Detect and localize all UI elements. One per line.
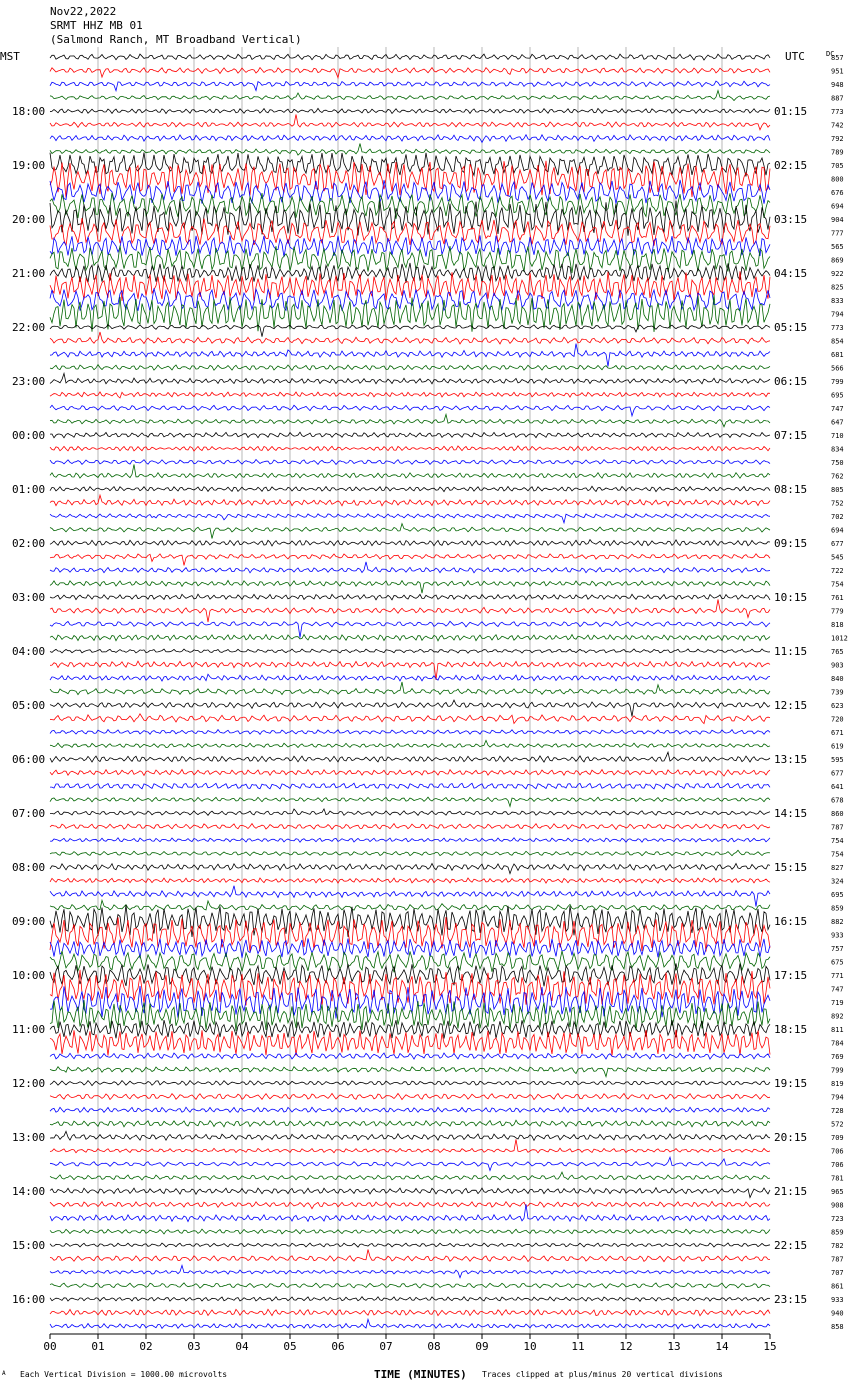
trace-28 [50,432,770,438]
trace-75 [50,1067,770,1077]
dc-offset-label: 903 [831,661,844,670]
trace-92 [50,1297,770,1302]
dc-offset-label: 833 [831,297,844,305]
trace-14 [50,235,770,257]
trace-32 [50,486,770,491]
x-tick-label: 11 [571,1340,585,1353]
trace-21 [50,332,770,344]
trace-80 [50,1131,770,1140]
dc-offset-label: 792 [831,135,844,143]
dc-offset-label: 694 [831,202,844,211]
trace-37 [50,554,770,566]
corner-mark: A [2,1370,6,1377]
trace-22 [50,344,770,367]
dc-offset-label: 647 [831,418,844,427]
right-hour-label: 22:15 [774,1239,808,1252]
trace-17 [50,271,770,301]
scale-note: Each Vertical Division = 1000.00 microvolts [20,1370,228,1379]
trace-87 [50,1229,770,1234]
left-hour-label: 02:00 [12,537,46,550]
trace-86 [50,1204,770,1221]
dc-offset-label: 805 [831,486,844,494]
dc-offset-label: 705 [831,162,844,170]
right-hour-label: 11:15 [774,645,808,658]
dc-offset-label: 827 [831,864,844,872]
trace-67 [50,951,770,972]
dc-offset-label: 710 [831,432,844,440]
dc-offset-label: 904 [831,216,844,224]
left-hour-label: 21:00 [12,267,46,280]
dc-offset-label: 933 [831,931,844,940]
trace-50 [50,730,770,735]
dc-offset-label: 671 [831,729,844,737]
x-tick-label: 03 [187,1340,201,1353]
trace-90 [50,1265,770,1277]
trace-12 [50,201,770,236]
right-hour-label: 15:15 [774,861,808,874]
right-hour-label: 05:15 [774,321,808,334]
right-hour-label: 23:15 [774,1293,808,1306]
trace-29 [50,446,770,451]
x-axis-title: TIME (MINUTES) [374,1368,467,1381]
right-hour-label: 17:15 [774,969,808,982]
dc-offset-label: 754 [831,850,844,859]
right-hour-label: 18:15 [774,1023,808,1036]
trace-57 [50,824,770,830]
trace-31 [50,464,770,478]
dc-offset-label: 799 [831,1066,844,1075]
trace-3 [50,91,770,101]
left-hour-label: 22:00 [12,321,46,334]
clip-note: Traces clipped at plus/minus 20 vertical divisions [482,1370,723,1379]
dc-offset-label: 882 [831,918,844,926]
trace-85 [50,1201,770,1208]
dc-offset-label: 595 [831,756,844,764]
dc-offset-label: 761 [831,594,844,602]
dc-offset-label: 619 [831,742,844,751]
trace-27 [50,414,770,426]
x-tick-label: 12 [619,1340,633,1353]
right-hour-label: 08:15 [774,483,808,496]
trace-2 [50,81,770,91]
trace-54 [50,783,770,789]
trace-4 [50,108,770,113]
trace-9 [50,161,770,198]
dc-offset-label: 933 [831,1296,844,1304]
dc-offset-label: 794 [831,1093,844,1102]
trace-82 [50,1157,770,1170]
dc-offset-label: 742 [831,121,844,130]
x-tick-label: 14 [715,1340,729,1353]
trace-46 [50,674,770,681]
trace-45 [50,661,770,680]
left-hour-label: 20:00 [12,213,46,226]
left-hour-label: 18:00 [12,105,46,118]
trace-34 [50,514,770,523]
right-hour-label: 04:15 [774,267,808,280]
trace-94 [50,1319,770,1328]
dc-offset-label: 777 [831,229,844,238]
dc-offset-label: 860 [831,810,844,818]
x-tick-label: 10 [523,1340,537,1353]
trace-39 [50,581,770,594]
right-hour-label: 20:15 [774,1131,808,1144]
trace-26 [50,405,770,416]
dc-offset-label: 773 [831,324,844,332]
left-hour-label: 05:00 [12,699,46,712]
dc-offset-label: 566 [831,364,844,373]
left-hour-label: 03:00 [12,591,46,604]
left-hour-label: 12:00 [12,1077,46,1090]
right-hour-label: 01:15 [774,105,808,118]
dc-offset-label: 565 [831,243,844,251]
dc-offset-label: 794 [831,310,844,319]
right-hour-label: 14:15 [774,807,808,820]
x-tick-label: 04 [235,1340,249,1353]
right-hour-label: 02:15 [774,159,808,172]
trace-84 [50,1188,770,1198]
trace-59 [50,850,770,856]
right-hour-label: 06:15 [774,375,808,388]
dc-offset-label: 675 [831,958,844,967]
dc-offset-label: 754 [831,580,844,589]
dc-offset-label: 857 [831,54,844,62]
trace-73 [50,1030,770,1056]
dc-offset-label: 707 [831,1269,844,1277]
trace-55 [50,797,770,806]
trace-6 [50,135,770,143]
trace-33 [50,495,770,506]
trace-11 [50,193,770,219]
left-hour-label: 08:00 [12,861,46,874]
right-hour-label: 21:15 [774,1185,808,1198]
trace-64 [50,905,770,937]
dc-offset-label: 787 [831,1255,844,1264]
dc-offset-label: 819 [831,1080,844,1088]
dc-offset-label: 750 [831,459,844,467]
left-hour-label: 07:00 [12,807,46,820]
trace-58 [50,838,770,842]
trace-43 [50,635,770,641]
x-tick-label: 00 [43,1340,57,1353]
right-timezone: UTC [785,50,805,63]
x-tick-label: 09 [475,1340,489,1353]
trace-81 [50,1139,770,1152]
dc-offset-label: 752 [831,499,844,508]
trace-78 [50,1107,770,1112]
trace-93 [50,1309,770,1315]
dc-offset-label: 784 [831,1039,844,1048]
dc-offset-label: 858 [831,1323,844,1331]
dc-offset-label: 677 [831,540,844,548]
left-hour-label: 09:00 [12,915,46,928]
left-hour-label: 00:00 [12,429,46,442]
trace-47 [50,682,770,695]
trace-20 [50,325,770,337]
left-hour-label: 15:00 [12,1239,46,1252]
dc-offset-label: 765 [831,648,844,656]
left-hour-label: 06:00 [12,753,46,766]
trace-52 [50,752,770,762]
right-hour-label: 16:15 [774,915,808,928]
dc-offset-label: 769 [831,1053,844,1061]
x-tick-label: 07 [379,1340,393,1353]
dc-offset-label: 676 [831,189,844,197]
dc-offset-label: 818 [831,621,844,629]
dc-offset-label: 722 [831,567,844,575]
dc-offset-label: 948 [831,81,844,89]
dc-offset-label: 782 [831,1242,844,1250]
left-hour-label: 23:00 [12,375,46,388]
trace-74 [50,1053,770,1059]
trace-91 [50,1283,770,1288]
trace-49 [50,714,770,724]
trace-61 [50,878,770,883]
left-hour-label: 01:00 [12,483,46,496]
right-hour-label: 03:15 [774,213,808,226]
trace-66 [50,938,770,958]
x-tick-label: 13 [667,1340,681,1353]
left-hour-label: 19:00 [12,159,46,172]
header-station: SRMT HHZ MB 01 [50,19,143,32]
dc-offset-label: 702 [831,513,844,521]
dc-offset-label: 709 [831,1134,844,1142]
x-tick-label: 08 [427,1340,441,1353]
dc-offset-label: 771 [831,972,844,980]
dc-offset-label: 681 [831,351,844,359]
dc-offset-label: 859 [831,1228,844,1237]
trace-38 [50,562,770,573]
dc-offset-label: 754 [831,837,844,845]
dc-offset-label: 762 [831,472,844,481]
dc-offset-label: 747 [831,405,844,413]
dc-offset-label: 677 [831,769,844,778]
trace-40 [50,594,770,600]
trace-8 [50,153,770,177]
dc-offset-label: 861 [831,1282,844,1291]
trace-25 [50,392,770,398]
trace-88 [50,1243,770,1247]
dc-offset-label: 678 [831,796,844,805]
x-tick-label: 06 [331,1340,345,1353]
dc-offset-label: 892 [831,1012,844,1021]
dc-offset-label: 641 [831,783,844,791]
trace-77 [50,1094,770,1100]
dc-offset-label: 922 [831,270,844,278]
right-hour-label: 09:15 [774,537,808,550]
dc-offset-label: 869 [831,256,844,265]
x-tick-label: 01 [91,1340,105,1353]
dc-offset-label: 840 [831,675,844,683]
trace-7 [50,144,770,156]
left-timezone: MST [0,50,20,63]
dc-offset-label: 965 [831,1188,844,1196]
right-hour-label: 12:15 [774,699,808,712]
right-hour-label: 13:15 [774,753,808,766]
dc-offset-label: 859 [831,904,844,913]
trace-24 [50,373,770,383]
dc-offset-label: 723 [831,1215,844,1223]
dc-offset-label: 908 [831,1201,844,1210]
dc-offset-label: 773 [831,108,844,116]
trace-83 [50,1172,770,1180]
x-tick-label: 15 [763,1340,777,1353]
x-tick-label: 05 [283,1340,297,1353]
dc-offset-label: 694 [831,526,844,535]
dc-offset-label: 324 [831,877,844,886]
trace-60 [50,864,770,874]
dc-offset-label: 720 [831,715,844,724]
dc-offset-label: 854 [831,337,844,346]
dc-offset-label: 1012 [831,634,848,643]
trace-41 [50,600,770,623]
dc-offset-label: 747 [831,985,844,994]
trace-23 [50,365,770,371]
dc-offset-label: 800 [831,175,844,184]
left-hour-label: 14:00 [12,1185,46,1198]
header-date: Nov22,2022 [50,5,117,18]
left-hour-label: 11:00 [12,1023,46,1036]
trace-63 [50,900,770,910]
dc-offset-label: 728 [831,1107,844,1115]
dc-offset-label: 940 [831,1309,844,1318]
trace-36 [50,540,770,546]
trace-44 [50,649,770,653]
dc-offset-label: 811 [831,1026,844,1034]
dc-offset-label: 719 [831,999,844,1007]
dc-offset-label: 825 [831,283,844,292]
trace-53 [50,770,770,777]
trace-0 [50,54,770,60]
trace-89 [50,1250,770,1262]
trace-76 [50,1081,770,1086]
left-hour-label: 13:00 [12,1131,46,1144]
dc-offset-label: 739 [831,688,844,697]
trace-56 [50,809,770,816]
dc-offset-label: 779 [831,607,844,616]
trace-1 [50,68,770,78]
trace-48 [50,700,770,717]
dc-offset-label: 572 [831,1120,844,1129]
header-location: (Salmond Ranch, MT Broadband Vertical) [50,33,302,46]
dc-offset-label: 789 [831,148,844,157]
left-hour-label: 04:00 [12,645,46,658]
left-hour-label: 10:00 [12,969,46,982]
right-hour-label: 19:15 [774,1077,808,1090]
dc-offset-label: 757 [831,945,844,953]
dc-offset-label: 695 [831,891,844,899]
dc-offset-label: 706 [831,1161,844,1169]
trace-16 [50,263,770,283]
dc-offset-label: 834 [831,445,844,454]
trace-72 [50,1020,770,1038]
dc-offset-label: 706 [831,1147,844,1156]
trace-30 [50,460,770,465]
right-hour-label: 07:15 [774,429,808,442]
x-tick-label: 02 [139,1340,153,1353]
trace-51 [50,740,770,747]
trace-79 [50,1120,770,1127]
dc-offset-label: 951 [831,67,844,76]
trace-70 [50,986,770,1018]
dc-offset-label: 623 [831,702,844,710]
trace-35 [50,524,770,539]
dc-offset-label: 799 [831,378,844,386]
dc-offset-label: 781 [831,1174,844,1183]
dc-offset-label: 695 [831,391,844,400]
dc-offset-label: 787 [831,823,844,832]
trace-5 [50,115,770,130]
right-hour-label: 10:15 [774,591,808,604]
trace-62 [50,886,770,907]
dc-label: DC [826,50,835,58]
left-hour-label: 16:00 [12,1293,46,1306]
dc-offset-label: 887 [831,94,844,103]
dc-offset-label: 545 [831,553,844,562]
